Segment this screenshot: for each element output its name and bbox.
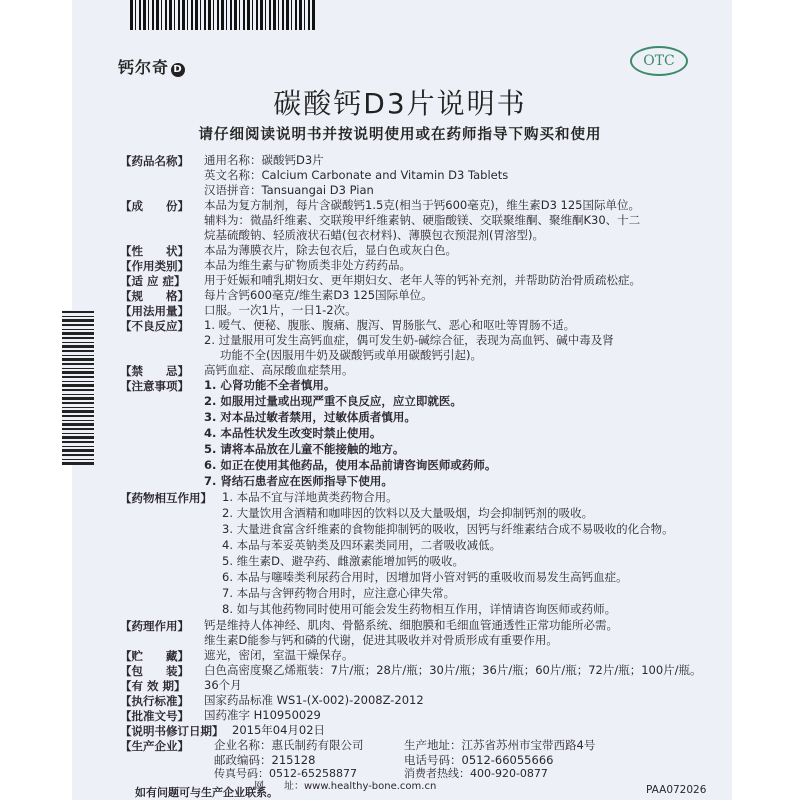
drug-pinyin-name: 汉语拼音：Tansuangai D3 Pian [204, 183, 374, 197]
approval-label: 【批准文号】 [120, 709, 189, 723]
interaction-item: 3. 大量进食富含纤维素的食物能抑制钙的吸收，因钙与纤维素结合成不易吸收的化合物。 [222, 522, 674, 536]
manufacturer-hotline: 消费者热线：400-920-0877 [404, 767, 548, 780]
precaution-item: 2. 如服用过量或出现严重不良反应，应立即就医。 [204, 394, 462, 408]
precaution-item: 5. 请将本品放在儿童不能接触的地方。 [204, 442, 405, 456]
precautions-label: 【注意事项】 [120, 379, 189, 393]
dosage-text: 口服。一次1片，一日1-2次。 [204, 303, 357, 317]
drug-name-label: 【药品名称】 [120, 154, 189, 168]
interaction-item: 4. 本品与苯妥英钠类及四环素类同用，二者吸收减低。 [222, 538, 502, 552]
revision-date-label: 【说明书修订日期】 [120, 724, 224, 738]
interaction-item: 8. 如与其他药物同时使用可能会发生药物相互作用，详情请咨询医师或药师。 [222, 602, 617, 616]
interaction-item: 1. 本品不宜与洋地黄类药物合用。 [222, 490, 398, 504]
pharmacology-label: 【药理作用】 [120, 619, 189, 633]
pharmacology-line: 维生素D能参与钙和磷的代谢，促进其吸收并对骨质形成有重要作用。 [204, 633, 558, 647]
spec-label: 【规 格】 [120, 289, 189, 303]
adverse-label: 【不良反应】 [120, 319, 189, 333]
pharmacology-line: 钙是维持人体神经、肌肉、骨骼系统、细胞膜和毛细血管通透性正常功能所必需。 [204, 618, 618, 632]
interaction-item: 5. 维生素D、避孕药、雌激素能增加钙的吸收。 [222, 554, 464, 568]
precaution-item: 6. 如正在使用其他药品，使用本品前请咨询医师或药师。 [204, 458, 497, 472]
category-text: 本品为维生素与矿物质类非处方药药品。 [204, 258, 411, 272]
validity-label: 【有 效 期】 [120, 679, 186, 693]
precaution-item: 4. 本品性状发生改变时禁止使用。 [204, 426, 382, 440]
approval-text: 国药准字 H10950029 [204, 708, 321, 722]
contraindication-label: 【禁 忌】 [120, 364, 189, 378]
precaution-item: 7. 肾结石患者应在医师指导下使用。 [204, 474, 393, 488]
contraindication-text: 高钙血症、高尿酸血症禁用。 [204, 363, 354, 377]
spec-text: 每片含钙600毫克/维生素D3 125国际单位。 [204, 288, 433, 302]
otc-badge: OTC [630, 46, 688, 76]
composition-line: 本品为复方制剂，每片含碳酸钙1.5克(相当于钙600毫克)，维生素D3 125国际单位。 [204, 198, 640, 212]
storage-text: 遮光，密闭，室温干燥保存。 [204, 648, 354, 662]
brand-name: 钙尔奇 [118, 58, 170, 77]
manufacturer-label: 【生产企业】 [120, 739, 189, 753]
dosage-label: 【用法用量】 [120, 304, 189, 318]
manufacturer-name: 企业名称：惠氏制药有限公司 [214, 738, 364, 752]
package-text: 白色高密度聚乙烯瓶装：7片/瓶；28片/瓶；30片/瓶；36片/瓶；60片/瓶；72片/瓶；100片/瓶。 [204, 663, 702, 677]
interaction-item: 7. 本品与含钾药物合用时，应注意心律失常。 [222, 586, 456, 600]
footer-contact-note: 如有问题可与生产企业联系。 [135, 786, 278, 799]
brand-mark-icon: D [171, 63, 185, 77]
manufacturer-postcode: 邮政编码：215128 [214, 753, 316, 767]
composition-line: 辅料为：微晶纤维素、交联羧甲纤维素钠、硬脂酸镁、交联聚维酮、聚维酮K30、十二 [204, 213, 641, 227]
manufacturer-website: 网 址：www.healthy-bone.com.cn [254, 781, 437, 792]
precaution-item: 3. 对本品过敏者禁用，过敏体质者慎用。 [204, 410, 416, 424]
interaction-item: 2. 大量饮用含酒精和咖啡因的饮料以及大量吸烟，均会抑制钙剂的吸收。 [222, 506, 594, 520]
manufacturer-fax: 传真号码：0512-65258877 [214, 767, 357, 780]
standard-label: 【执行标准】 [120, 694, 189, 708]
adverse-line: 2. 过量服用可发生高钙血症，偶可发生奶-碱综合征，表现为高血钙、碱中毒及肾 [204, 333, 614, 347]
package-label: 【包 装】 [120, 664, 189, 678]
interaction-item: 6. 本品与噻嗪类利尿药合用时，因增加肾小管对钙的重吸收而易发生高钙血症。 [222, 570, 628, 584]
adverse-line: 1. 嗳气、便秘、腹胀、腹痛、腹泻、胃肠胀气、恶心和呕吐等胃肠不适。 [204, 318, 576, 332]
indication-text: 用于妊娠和哺乳期妇女、更年期妇女、老年人等的钙补充剂，并帮助防治骨质疏松症。 [204, 273, 641, 287]
top-barcode [130, 0, 315, 30]
category-label: 【作用类别】 [120, 259, 189, 273]
precaution-item: 1. 心肾功能不全者慎用。 [204, 378, 336, 392]
indication-label: 【适 应 症】 [120, 274, 186, 288]
document-code: PAA072026 [646, 784, 707, 796]
composition-label: 【成 份】 [120, 199, 189, 213]
drug-common-name: 通用名称：碳酸钙D3片 [204, 153, 324, 167]
manufacturer-address: 生产地址：江苏省苏州市宝带西路4号 [404, 738, 596, 752]
side-barcode [62, 310, 94, 465]
document-title: 碳酸钙D3片说明书 [273, 87, 527, 120]
interactions-label: 【药物相互作用】 [120, 491, 212, 505]
brand-logo [118, 55, 185, 78]
validity-text: 36个月 [204, 678, 242, 692]
manufacturer-phone: 电话号码：0512-66055666 [404, 753, 554, 767]
adverse-line: 功能不全(因服用牛奶及碳酸钙或单用碳酸钙引起)。 [220, 348, 482, 362]
revision-date-text: 2015年04月02日 [232, 723, 326, 737]
document-subtitle: 请仔细阅读说明书并按说明使用或在药师指导下购买和使用 [198, 127, 602, 143]
properties-text: 本品为薄膜衣片，除去包衣后，显白色或灰白色。 [204, 243, 457, 257]
storage-label: 【贮 藏】 [120, 649, 189, 663]
composition-line: 烷基硫酸钠、轻质液状石蜡(包衣材料)、薄膜包衣预混剂(胃溶型)。 [204, 228, 544, 242]
standard-text: 国家药品标准 WS1-(X-002)-2008Z-2012 [204, 693, 424, 707]
drug-english-name: 英文名称：Calcium Carbonate and Vitamin D3 Tablets [204, 168, 509, 182]
properties-label: 【性 状】 [120, 244, 189, 258]
